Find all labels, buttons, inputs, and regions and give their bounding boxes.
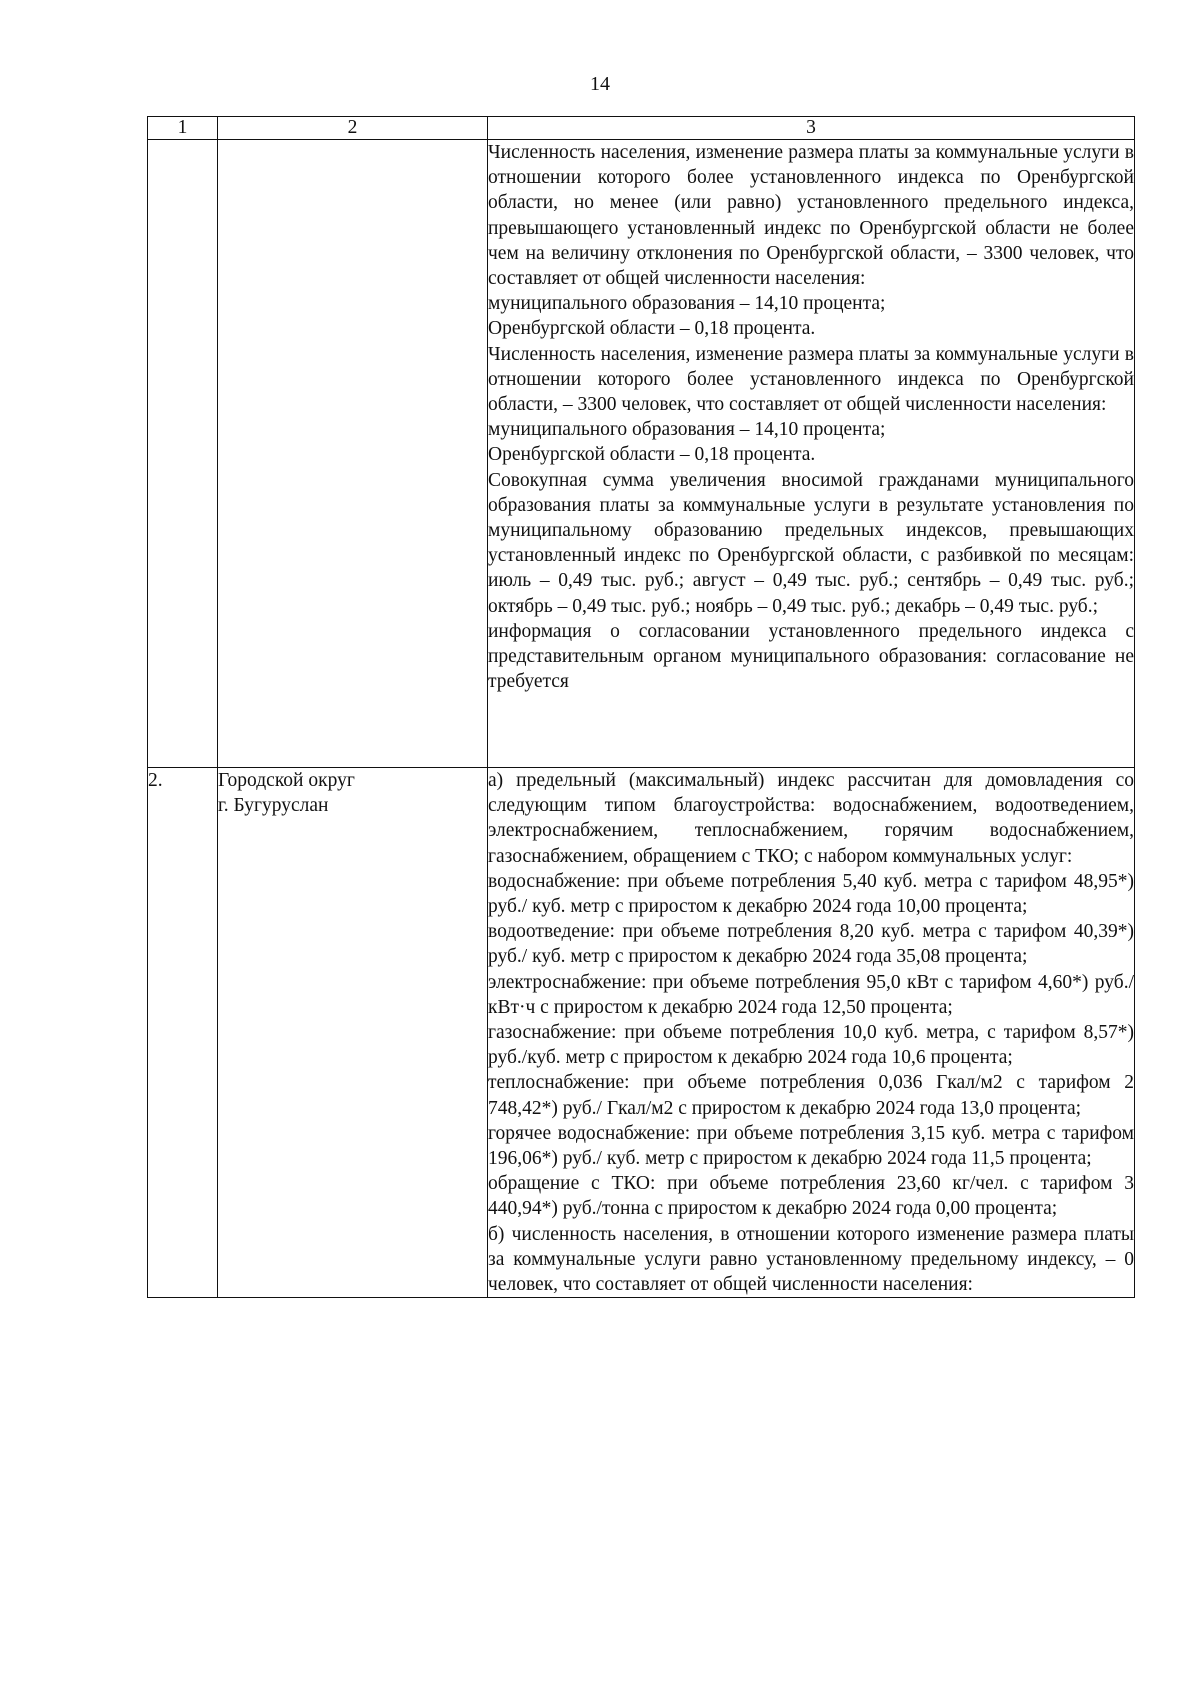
paragraph-municipality-share: муниципального образования – 14,10 процента; (488, 293, 886, 315)
table-header-row (148, 117, 1135, 140)
paragraph-population-equal-index: б) численность населения, в отношении которого изменение размера платы за коммунальные услуги равно установленному предельному индексу, – 0 человек, что составляет от общей численности населения: (488, 1223, 1134, 1296)
paragraph-electricity: электроснабжение: при объеме потребления 95,0 кВт с тарифом 4,60*) руб./кВт·ч с приростом к декабрю 2024 года 12,50 процента; (488, 971, 1134, 1018)
paragraph-population-within-limit: Численность населения, изменение размера платы за коммунальные услуги в отношении которого более установленного индекса по Оренбургской области, но менее (или равно) установленного предельного индекса, превышающего установленный индекс по Оренбургской области не более чем на величину отклонения по Оренбургской области, – 3300 человек, что составляет от общей численности населения: (488, 142, 1134, 290)
paragraph-hot-water: горячее водоснабжение: при объеме потребления 3,15 куб. метра с тарифом 196,06*) руб./ куб. метр с приростом к декабрю 2024 года 11,5 процента; (488, 1122, 1134, 1170)
municipality-cell (218, 768, 488, 1298)
paragraph-heat-supply: теплоснабжение: при объеме потребления 0,036 Гкал/м2 с тарифом 2 748,42*) руб./ Гкал/м2 с приростом к декабрю 2024 года 13,0 процента; (488, 1072, 1134, 1119)
paragraph-water-disposal: водоотведение: при объеме потребления 8,20 куб. метра с тарифом 40,39*) руб./ куб. метр с приростом к декабрю 2024 года 35,08 процента; (488, 921, 1134, 968)
municipality-name-line-1: Городской округ (218, 770, 355, 791)
paragraph-region-share-2: Оренбургской области – 0,18 процента. (488, 444, 816, 466)
column-header-3: 3 (488, 117, 1135, 140)
paragraph-gas-supply: газоснабжение: при объеме потребления 10,0 куб. метра, с тарифом 8,57*) руб./куб. метр с приростом к декабрю 2024 года 10,6 процента; (488, 1022, 1134, 1069)
description-cell (488, 768, 1135, 1298)
column-header-1: 1 (148, 117, 218, 140)
paragraph-municipality-share-2: муниципального образования – 14,10 процента; (488, 419, 886, 441)
paragraph-region-share: Оренбургской области – 0,18 процента. (488, 318, 816, 340)
paragraph-solid-waste: обращение с ТКО: при объеме потребления 23,60 кг/чел. с тарифом 3 440,94*) руб./тонна с приростом к декабрю 2024 года 0,00 процента; (488, 1173, 1134, 1220)
paragraph-index-basis: а) предельный (максимальный) индекс рассчитан для домовладения со следующим типом благоустройства: водоснабжением, водоотведением, электроснабжением, теплоснабжением, горячим водоснабжением, газоснабжением, обращением с ТКО; с набором коммунальных услуг: (488, 770, 1134, 867)
municipality-cell (218, 140, 488, 768)
table-row-2 (148, 768, 1135, 1298)
page-number: 14 (590, 73, 610, 95)
table-row-continued (148, 140, 1135, 768)
paragraph-total-increase: Совокупная сумма увеличения вносимой гражданами муниципального образования платы за коммунальные услуги в результате установления по муниципальному образованию предельных индексов, превышающих установленный индекс по Оренбургской области, с разбивкой по месяцам: июль – 0,49 тыс. руб.; август – 0,49 тыс. руб.; сентябрь – 0,49 тыс. руб.; октябрь – 0,49 тыс. руб.; ноябрь – 0,49 тыс. руб.; декабрь – 0,49 тыс. руб.; (488, 469, 1134, 617)
paragraph-approval-info: информация о согласовании установленного предельного индекса с представительным органом муниципального образования: согласование не требуется (488, 620, 1134, 693)
row-number-cell (148, 140, 218, 768)
paragraph-population-above-index: Численность населения, изменение размера платы за коммунальные услуги в отношении которого более установленного индекса по Оренбургской области, – 3300 человек, что составляет от общей численности населения: (488, 343, 1134, 416)
column-header-2: 2 (218, 117, 488, 140)
paragraph-water-supply: водоснабжение: при объеме потребления 5,40 куб. метра с тарифом 48,95*) руб./ куб. метр с приростом к декабрю 2024 года 10,00 процента; (488, 870, 1134, 918)
municipality-name-line-2: г. Бугуруслан (218, 795, 329, 817)
tariff-index-table (147, 116, 1135, 1298)
row-number-cell: 2. (148, 768, 218, 1298)
description-cell (488, 140, 1135, 768)
